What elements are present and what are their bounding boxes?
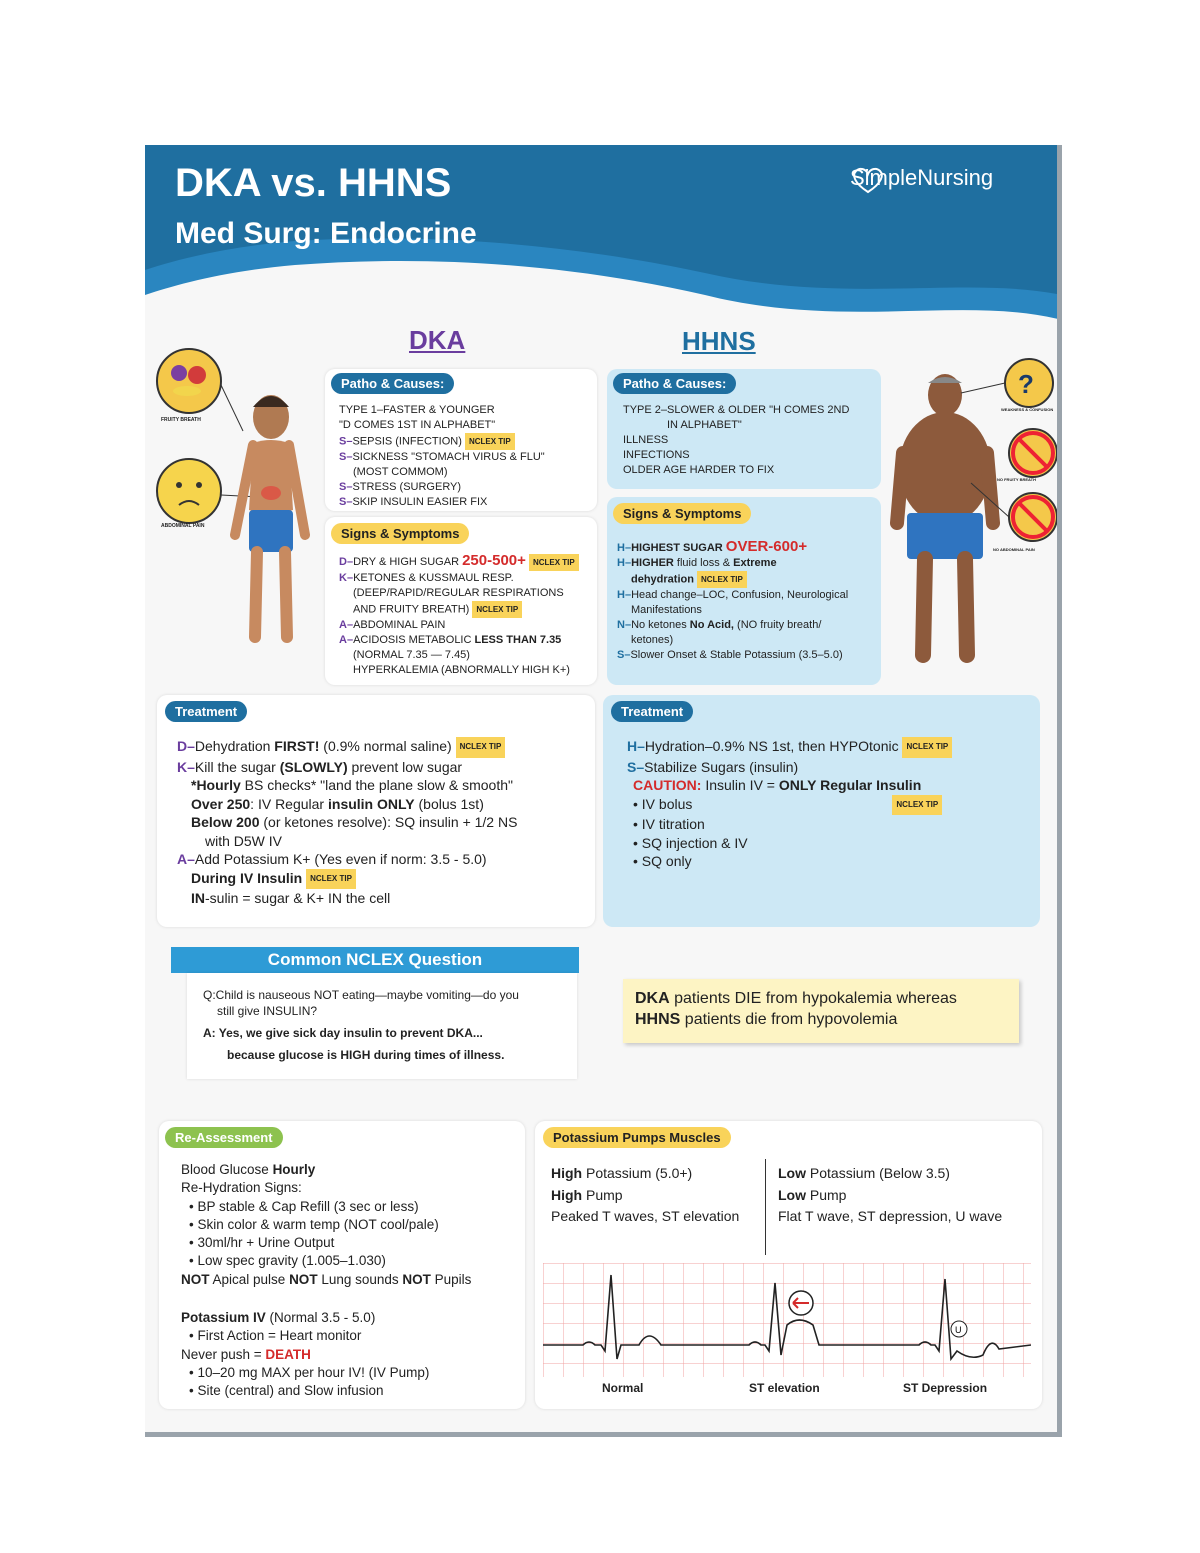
- mnemonic-letter: A–: [339, 633, 354, 646]
- treatment-line: [177, 850, 517, 869]
- nclex-question-text: [203, 987, 519, 1063]
- mnemonic-letter: S–: [339, 435, 353, 448]
- mnemonic-bold: FIRST!: [274, 738, 320, 754]
- nclex-tip-badge: NCLEX TIP: [465, 433, 515, 450]
- nclex-tip-badge: NCLEX TIP: [529, 554, 579, 571]
- mnemonic-bold: insulin ONLY: [328, 795, 415, 812]
- treatment-line: with D5W IV: [205, 832, 283, 849]
- dka-treatment-text: [177, 737, 517, 908]
- mnemonic-text: Stabilize Sugars (insulin): [644, 758, 799, 775]
- dka-patho-line: "D COMES 1ST IN ALPHABET": [339, 419, 496, 431]
- mnemonic-letter: H–: [617, 542, 632, 554]
- hhns-sign-line: [617, 588, 848, 603]
- mnemonic-bold: No Acid,: [689, 619, 734, 631]
- mnemonic-text: SEPSIS (INFECTION): [352, 435, 462, 448]
- page-title: DKA vs. HHNS: [175, 161, 452, 205]
- header-banner: [145, 145, 1062, 355]
- hhns-patient-illustration: [881, 353, 1061, 683]
- mnemonic-letter: S–: [627, 758, 645, 775]
- note-text: patients DIE from hypokalemia whereas: [669, 990, 957, 1007]
- potassium-line: [778, 1185, 1002, 1207]
- caution-label: CAUTION:: [633, 777, 702, 794]
- reassess-bold: Potassium IV: [181, 1310, 266, 1326]
- hhns-signs-text: [617, 539, 848, 663]
- heart-icon: [850, 165, 886, 195]
- mnemonic-text: fluid loss &: [673, 557, 734, 569]
- treatment-line: • IV titration: [633, 816, 705, 833]
- nclex-tip-badge: NCLEX TIP: [306, 869, 356, 890]
- potassium-divider: [765, 1159, 766, 1255]
- hhns-patho-line: ILLNESS: [623, 434, 669, 446]
- note-text: patients die from hypovolemia: [680, 1011, 898, 1028]
- mnemonic-text: ACIDOSIS METABOLIC: [353, 633, 475, 646]
- brand-name: SimpleNursing: [850, 165, 994, 190]
- note-line: [635, 988, 1007, 1009]
- treatment-line: [177, 776, 517, 795]
- reassess-line: [181, 1271, 471, 1289]
- mnemonic-text: prevent low sugar: [347, 758, 463, 775]
- ecg-label-st-elevation: ST elevation: [749, 1381, 820, 1395]
- ecg-strip: [543, 1263, 1031, 1377]
- mnemonic-text: (NO fruity breath/: [733, 619, 822, 631]
- high-potassium-text: [551, 1163, 739, 1228]
- hhns-sign-line: [617, 539, 848, 556]
- mnemonic-bold: (SLOWLY): [279, 758, 348, 775]
- no-abd-label: NO ABDOMINAL PAIN: [993, 547, 1035, 552]
- mnemonic-text: KETONES & KUSSMAUL RESP.: [353, 571, 514, 584]
- reassess-text: Lung sounds: [317, 1271, 403, 1287]
- mnemonic-text: Dehydration: [194, 738, 275, 754]
- mnemonic-letter: S–: [617, 649, 631, 661]
- mnemonic-letter: D–: [177, 738, 195, 754]
- page-subtitle: Med Surg: Endocrine: [175, 217, 477, 250]
- mnemonic-bold: *Hourly: [191, 777, 241, 794]
- potassium-line: Peaked T waves, ST elevation: [551, 1208, 740, 1224]
- mnemonic-text: BS checks* "land the plane slow & smooth": [240, 777, 513, 794]
- mnemonic-text: DRY & HIGH SUGAR: [353, 556, 463, 568]
- dka-sign-line: HYPERKALEMIA (ABNORMALLY HIGH K+): [353, 663, 570, 676]
- mnemonic-bold: Over 250: [191, 795, 251, 812]
- hhns-sign-line: [617, 618, 848, 633]
- mnemonic-letter: S–: [339, 451, 353, 463]
- reassess-text: Apical pulse: [209, 1271, 290, 1287]
- hhns-patho-line: OLDER AGE HARDER TO FIX: [623, 464, 775, 476]
- hhns-sign-line: [617, 571, 848, 588]
- mnemonic-bold: ONLY Regular Insulin: [778, 777, 922, 794]
- reassessment-label: Re-Assessment: [165, 1127, 283, 1148]
- treatment-line: [177, 889, 517, 908]
- hhns-sign-line: [617, 648, 848, 663]
- nclex-question-header: Common NCLEX Question: [171, 947, 579, 973]
- low-potassium-text: [778, 1163, 1002, 1228]
- dka-sign-line: [339, 618, 579, 633]
- treatment-line: [177, 869, 517, 890]
- cheat-sheet: [145, 145, 1062, 1437]
- potassium-line: [551, 1163, 739, 1185]
- note-bold: DKA: [635, 990, 670, 1007]
- potassium-bold: High: [551, 1165, 583, 1181]
- treatment-line: [627, 737, 952, 758]
- dka-patient-illustration: [153, 345, 325, 685]
- nclex-answer: because glucose is HIGH during times of illness.: [227, 1048, 505, 1062]
- mnemonic-letter: A–: [177, 851, 195, 868]
- nclex-tip-badge: NCLEX TIP: [697, 571, 747, 588]
- no-fruity-label: NO FRUITY BREATH: [997, 477, 1036, 482]
- dka-sign-line: (NORMAL 7.35 — 7.45): [353, 648, 470, 661]
- treatment-line: [627, 758, 952, 777]
- note-bold: HHNS: [635, 1011, 681, 1028]
- dka-sign-line: [339, 553, 579, 571]
- weakness-label: WEAKNESS & CONFUSION: [1001, 407, 1054, 412]
- mnemonic-text: AND FRUITY BREATH): [353, 603, 470, 615]
- hhns-patho-line: INFECTIONS: [623, 449, 690, 461]
- reassess-text: Pupils: [430, 1271, 472, 1287]
- treatment-line: • SQ injection & IV: [633, 834, 748, 851]
- mnemonic-letter: H–: [617, 557, 632, 569]
- dka-sign-line: (DEEP/RAPID/REGULAR RESPIRATIONS: [353, 586, 564, 599]
- mnemonic-text: SICKNESS "STOMACH VIRUS & FLU": [352, 451, 545, 463]
- reassess-bold: Hourly: [272, 1162, 316, 1177]
- mnemonic-bold: LESS THAN 7.35: [474, 633, 562, 646]
- mnemonic-letter: K–: [177, 758, 195, 775]
- hhns-sign-line: ketones): [631, 634, 674, 646]
- reassess-bold: NOT: [181, 1271, 210, 1287]
- reassess-text: (Normal 3.5 - 5.0): [265, 1310, 376, 1326]
- nclex-question: Q:Child is nauseous NOT eating—maybe vomiting—do you: [203, 988, 519, 1002]
- hhns-sign-line: [617, 556, 848, 571]
- mnemonic-text: Add Potassium K+ (Yes even if norm: 3.5 - 5.0): [194, 851, 487, 868]
- mnemonic-text: Head change–LOC, Confusion, Neurological: [631, 589, 849, 601]
- u-wave-label: U: [955, 1325, 962, 1335]
- mnemonic-text: Hydration–0.9% NS 1st, then HYPOtonic: [644, 738, 899, 754]
- abdominal-pain-label: ABDOMINAL PAIN: [161, 523, 205, 529]
- dka-signs-label: Signs & Symptoms: [331, 523, 469, 544]
- key-point-note: [623, 979, 1019, 1043]
- svg-text:?: ?: [1018, 369, 1034, 399]
- mnemonic-bold: HIGHEST SUGAR: [631, 542, 726, 554]
- nclex-tip-badge: NCLEX TIP: [902, 737, 952, 758]
- treatment-line: [177, 737, 517, 758]
- mnemonic-letter: H–: [627, 738, 645, 754]
- mnemonic-text: SKIP INSULIN EASIER FIX: [352, 496, 488, 508]
- sugar-range: OVER-600+: [725, 538, 808, 555]
- treatment-line: [627, 795, 952, 816]
- mnemonic-text: (or ketones resolve): SQ insulin + 1/2 NS: [259, 814, 518, 831]
- potassium-bold: Low: [778, 1186, 806, 1203]
- reassess-bold: NOT: [289, 1271, 318, 1287]
- reassess-text: Blood Glucose: [181, 1162, 273, 1177]
- dka-patho-line: [339, 495, 545, 510]
- nclex-answer: A: Yes, we give sick day insulin to prevent DKA...: [203, 1026, 483, 1040]
- hhns-patho-text: [623, 403, 849, 478]
- hhns-sign-line: Manifestations: [631, 604, 702, 616]
- dka-patho-line: [339, 433, 545, 450]
- note-line: [635, 1009, 1007, 1030]
- dka-title: DKA: [409, 325, 466, 355]
- mnemonic-text: (bolus 1st): [414, 795, 484, 812]
- hhns-treatment-label: Treatment: [611, 701, 693, 722]
- reassess-bold: NOT: [402, 1271, 431, 1287]
- dka-patho-line: TYPE 1–FASTER & YOUNGER: [339, 404, 495, 416]
- reassess-line: [181, 1346, 471, 1364]
- treatment-line: [177, 813, 517, 832]
- dka-patho-line: (MOST COMMOM): [353, 466, 448, 478]
- nclex-question: still give INSULIN?: [217, 1004, 318, 1018]
- potassium-text: Potassium (5.0+): [582, 1165, 693, 1181]
- hhns-patho-line: TYPE 2–SLOWER & OLDER "H COMES 2ND: [623, 404, 850, 416]
- dka-patho-label: Patho & Causes:: [331, 373, 454, 394]
- brand-logo: [850, 165, 993, 191]
- dka-sign-line: [339, 571, 579, 586]
- hhns-patho-label: Patho & Causes:: [613, 373, 736, 394]
- mnemonic-text: -sulin = sugar & K+ IN the cell: [205, 890, 391, 907]
- reassess-text: Never push =: [181, 1346, 266, 1362]
- sugar-range: 250-500+: [462, 552, 526, 569]
- dka-sign-line: [339, 633, 579, 648]
- treatment-line: [627, 776, 952, 795]
- mnemonic-text: Slower Onset & Stable Potassium (3.5–5.0): [630, 649, 843, 661]
- treatment-line: [177, 758, 517, 777]
- reassess-line: • 30ml/hr + Urine Output: [189, 1235, 335, 1251]
- mnemonic-text: STRESS (SURGERY): [352, 481, 462, 493]
- mnemonic-text: (0.9% normal saline): [319, 738, 452, 754]
- reassess-line: • BP stable & Cap Refill (3 sec or less): [189, 1198, 419, 1214]
- mnemonic-text: Kill the sugar: [194, 758, 280, 775]
- reassess-line: • Skin color & warm temp (NOT cool/pale): [189, 1216, 439, 1232]
- reassess-line: • Low spec gravity (1.005–1.030): [189, 1253, 386, 1269]
- dka-signs-text: [339, 553, 579, 678]
- ecg-label-st-depression: ST Depression: [903, 1381, 988, 1395]
- hhns-patho-line: IN ALPHABET": [667, 419, 742, 431]
- dka-treatment-label: Treatment: [165, 701, 247, 722]
- mnemonic-bold: During IV Insulin: [191, 869, 303, 886]
- mnemonic-text: Insulin IV =: [701, 777, 779, 794]
- potassium-bold: Low: [778, 1165, 806, 1181]
- nclex-tip-badge: NCLEX TIP: [892, 795, 942, 816]
- mnemonic-letter: S–: [339, 481, 353, 493]
- death-warning: DEATH: [265, 1346, 311, 1362]
- mnemonic-bold: dehydration: [631, 573, 694, 586]
- reassess-line: • Site (central) and Slow infusion: [189, 1383, 384, 1399]
- dka-sign-line: [339, 601, 579, 618]
- mnemonic-text: : IV Regular: [250, 795, 328, 812]
- hhns-treatment-text: [627, 737, 952, 871]
- potassium-line: Flat T wave, ST depression, U wave: [778, 1208, 1003, 1224]
- reassessment-text: [181, 1161, 471, 1401]
- hhns-signs-label: Signs & Symptoms: [613, 503, 751, 524]
- mnemonic-letter: N–: [617, 619, 632, 631]
- potassium-line: [778, 1163, 1002, 1185]
- potassium-bold: High: [551, 1186, 583, 1203]
- mnemonic-bold: IN: [191, 890, 205, 907]
- dka-patho-text: [339, 403, 545, 510]
- reassess-line: [181, 1161, 471, 1179]
- potassium-text: Pump: [809, 1186, 847, 1203]
- reassess-line: [181, 1309, 471, 1327]
- mnemonic-letter: K–: [339, 571, 354, 584]
- bullet-text: • IV bolus: [633, 795, 693, 812]
- mnemonic-letter: D–: [339, 556, 354, 568]
- treatment-line: • SQ only: [633, 853, 692, 870]
- nclex-tip-badge: NCLEX TIP: [456, 737, 506, 758]
- dka-patho-line: [339, 450, 545, 465]
- potassium-text: Potassium (Below 3.5): [806, 1165, 950, 1181]
- potassium-text: Pump: [586, 1186, 623, 1203]
- mnemonic-bold: Extreme: [733, 557, 777, 569]
- mnemonic-letter: A–: [339, 618, 354, 631]
- potassium-label: Potassium Pumps Muscles: [543, 1127, 731, 1148]
- treatment-line: [177, 795, 517, 814]
- nclex-tip-badge: NCLEX TIP: [472, 601, 522, 618]
- ecg-label-normal: Normal: [602, 1381, 644, 1395]
- mnemonic-bold: Below 200: [191, 814, 260, 831]
- mnemonic-text: ABDOMINAL PAIN: [353, 618, 446, 631]
- potassium-line: [551, 1185, 739, 1207]
- dka-patho-line: [339, 480, 545, 495]
- mnemonic-bold: HIGHER: [631, 557, 674, 569]
- reassess-line: • 10–20 mg MAX per hour IV! (IV Pump): [189, 1364, 430, 1380]
- fruity-breath-label: FRUITY BREATH: [161, 417, 201, 423]
- mnemonic-letter: H–: [617, 589, 632, 601]
- reassess-line: Re-Hydration Signs:: [181, 1180, 302, 1196]
- reassess-line: • First Action = Heart monitor: [189, 1328, 362, 1344]
- mnemonic-letter: S–: [339, 496, 353, 508]
- hhns-title: HHNS: [682, 326, 756, 356]
- mnemonic-text: No ketones: [631, 619, 690, 631]
